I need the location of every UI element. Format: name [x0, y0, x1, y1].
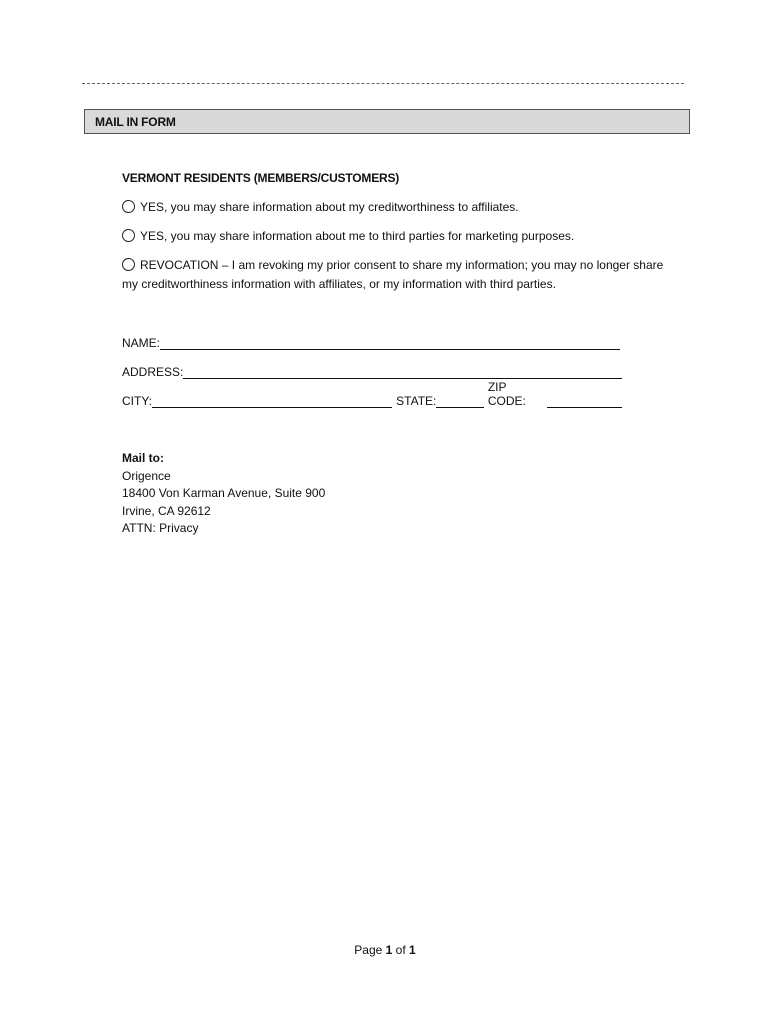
option-share-affiliates[interactable] [122, 198, 702, 217]
form-title-bar [84, 109, 690, 134]
address-field-row [122, 363, 622, 379]
radio-share-third-parties[interactable] [122, 229, 135, 242]
mail-to-heading: Mail to: [122, 451, 164, 465]
state-field[interactable] [436, 393, 483, 408]
page-number-footer [0, 943, 770, 957]
address-field[interactable] [183, 364, 622, 379]
option-share-third-parties[interactable] [122, 227, 702, 246]
name-label: NAME: [122, 336, 161, 350]
option-revocation-label-line2: my creditworthiness information with affiliates, or my information with third parties. [122, 277, 556, 291]
option-share-affiliates-label: YES, you may share information about my creditworthiness to affiliates. [140, 200, 519, 214]
mail-to-line: 18400 Von Karman Avenue, Suite 900 [122, 486, 326, 500]
page-current: 1 [385, 943, 393, 957]
zip-label: ZIP CODE: [487, 380, 526, 408]
option-revocation[interactable] [122, 256, 702, 294]
mail-to-line: Origence [122, 468, 171, 483]
mail-to-line: ATTN: Privacy [122, 521, 199, 535]
of-word: of [395, 943, 406, 957]
page-total: 1 [409, 943, 416, 957]
mail-to-line: Irvine, CA 92612 [122, 503, 211, 518]
state-label: STATE: [396, 394, 437, 408]
zip-field[interactable] [547, 393, 622, 408]
form-title: MAIL IN FORM [95, 115, 176, 129]
name-field[interactable] [160, 335, 620, 350]
name-field-row [122, 334, 622, 350]
cut-line-divider [82, 83, 684, 84]
city-field[interactable] [152, 393, 392, 408]
address-label: ADDRESS: [122, 365, 184, 379]
page-word: Page [354, 943, 383, 957]
mail-to-address-block [122, 450, 325, 538]
radio-revocation[interactable] [122, 258, 135, 271]
section-title: VERMONT RESIDENTS (MEMBERS/CUSTOMERS) [122, 171, 400, 185]
option-share-third-parties-label: YES, you may share information about me to third parties for marketing purposes. [140, 229, 575, 243]
radio-share-affiliates[interactable] [122, 200, 135, 213]
option-revocation-label-line1: REVOCATION – I am revoking my prior consent to share my information; you may no longer share [140, 258, 664, 272]
city-label: CITY: [122, 394, 153, 408]
city-state-zip-row [122, 380, 622, 408]
